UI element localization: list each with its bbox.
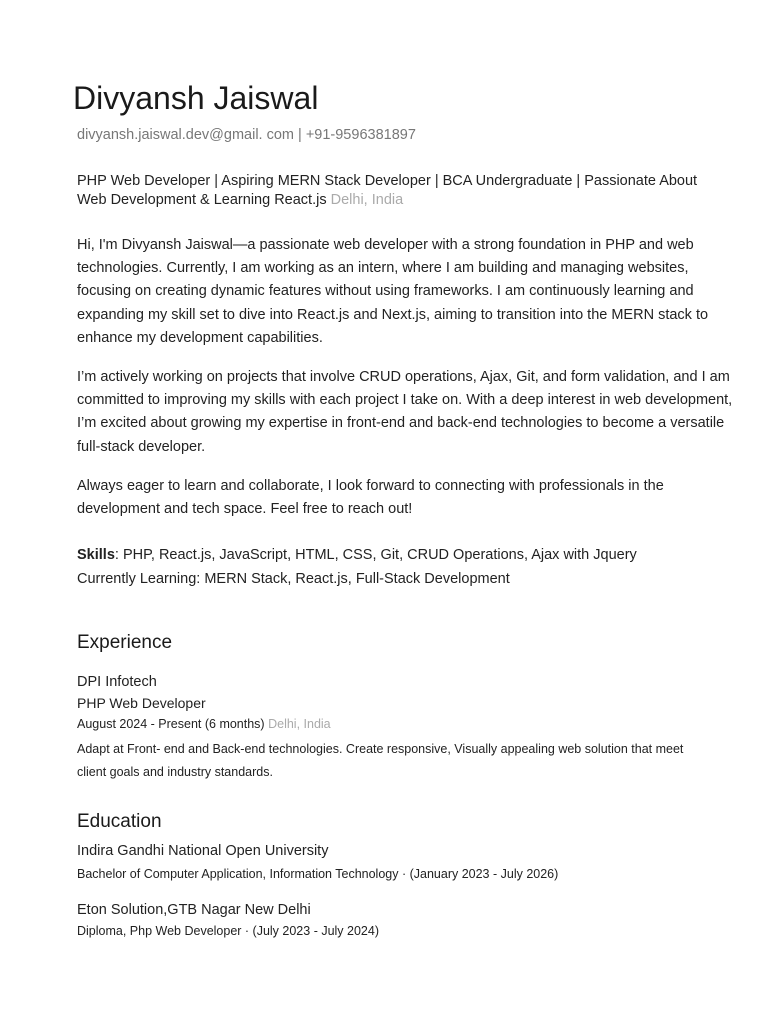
- school-detail: Diploma, Php Web Developer · (July 2023 - July 2024): [77, 924, 379, 938]
- job-dates: [77, 717, 331, 731]
- summary: [77, 234, 737, 537]
- headline: [77, 172, 717, 209]
- headline-location: Delhi, India: [330, 191, 404, 208]
- company-name: DPI Infotech: [77, 674, 157, 690]
- school-detail: Bachelor of Computer Application, Information Technology · (January 2023 - July 2026): [77, 867, 559, 881]
- candidate-name: Divyansh Jaiswal: [73, 80, 319, 116]
- skills-line: [77, 547, 737, 563]
- education-heading: Education: [77, 811, 162, 832]
- job-description: Adapt at Front- end and Back-end technologies. Create responsive, Visually appealing web solution that meet client goals and industry standards.: [77, 742, 684, 779]
- experience-heading: Experience: [77, 632, 173, 653]
- currently-learning: Currently Learning: MERN Stack, React.js, Full-Stack Development: [77, 571, 510, 587]
- job-role: PHP Web Developer: [77, 695, 206, 711]
- contact-info: divyansh.jaiswal.dev@gmail. com | +91-9596381897: [77, 127, 416, 143]
- skills-list: : PHP, React.js, JavaScript, HTML, CSS, Git, CRUD Operations, Ajax with Jquery: [114, 547, 637, 563]
- summary-paragraph: Hi, I'm Divyansh Jaiswal—a passionate web developer with a strong foundation in PHP and web technologies. Currently, I am working as an intern, where I am building and managing websites, focusing on creating dynamic features without using frameworks. I am continuously learning and expanding my skill set to dive into React.js and Next.js, aiming to transition into the MERN stack to enhance my development capabilities.: [77, 237, 709, 346]
- school-name: Indira Gandhi National Open University: [77, 843, 329, 859]
- school-name: Eton Solution,GTB Nagar New Delhi: [77, 902, 311, 918]
- skills-label: Skills: [77, 547, 115, 563]
- summary-paragraph: I’m actively working on projects that involve CRUD operations, Ajax, Git, and form validation, and I am committed to improving my skills with each project I take on. With a deep interest in web development, I’m excited about growing my expertise in front-end and back-end technologies to become a versatile full-stack developer.: [77, 369, 733, 455]
- summary-paragraph: Always eager to learn and collaborate, I look forward to connecting with professionals in the development and tech space. Feel free to reach out!: [77, 477, 664, 518]
- headline-text: PHP Web Developer | Aspiring MERN Stack Developer | BCA Undergraduate | Passionate About Web Development & Learning React.js: [77, 173, 698, 208]
- job-dates-text: August 2024 - Present (6 months): [77, 717, 265, 731]
- job-location: Delhi, India: [268, 717, 331, 731]
